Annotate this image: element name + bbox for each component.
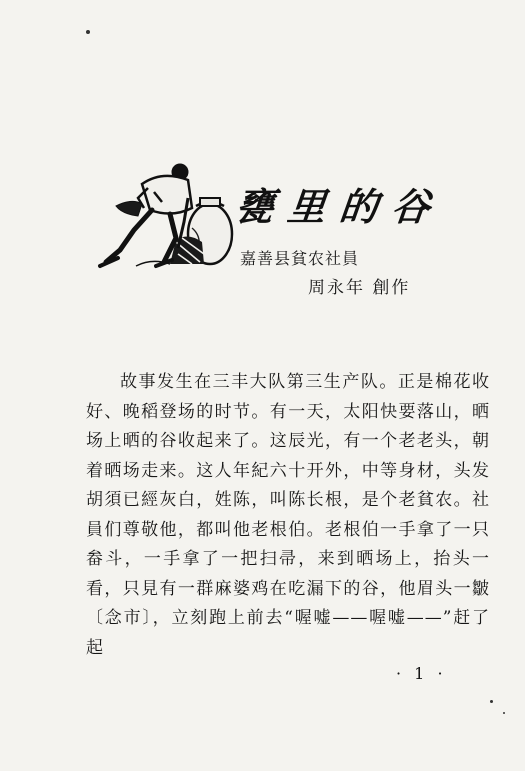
author-affiliation: 嘉善县貧农社員: [240, 249, 360, 268]
ink-speck: [86, 30, 90, 34]
ink-speck: [490, 700, 493, 703]
farmer-sweeping-grain-illustration: [92, 158, 234, 276]
author-byline: 周永年 創作: [308, 278, 411, 298]
ink-speck: [503, 712, 505, 714]
story-paragraph: 故事发生在三丰大队第三生产队。正是棉花收好、晚稻登场的时节。有一天，太阳快要落山，晒场上晒的谷收起来了。这辰光，有一个老老头，朝着晒场走来。这人年紀六十开外，中等身材，头发胡須已經灰白，姓陈，叫陈长根，是个老貧农。社員们尊敬他，都叫他老根伯。老根伯一手拿了一只畚斗，一手拿了一把扫帚，来到晒场上，抬头一看，只見有一群麻婆鸡在吃漏下的谷，他眉头一皺〔念市〕，立刻跑上前去“喔嘘——喔嘘——”赶了起: [86, 372, 490, 658]
story-title: 甕里的谷: [233, 184, 447, 229]
page-number: · 1 ·: [396, 664, 447, 683]
